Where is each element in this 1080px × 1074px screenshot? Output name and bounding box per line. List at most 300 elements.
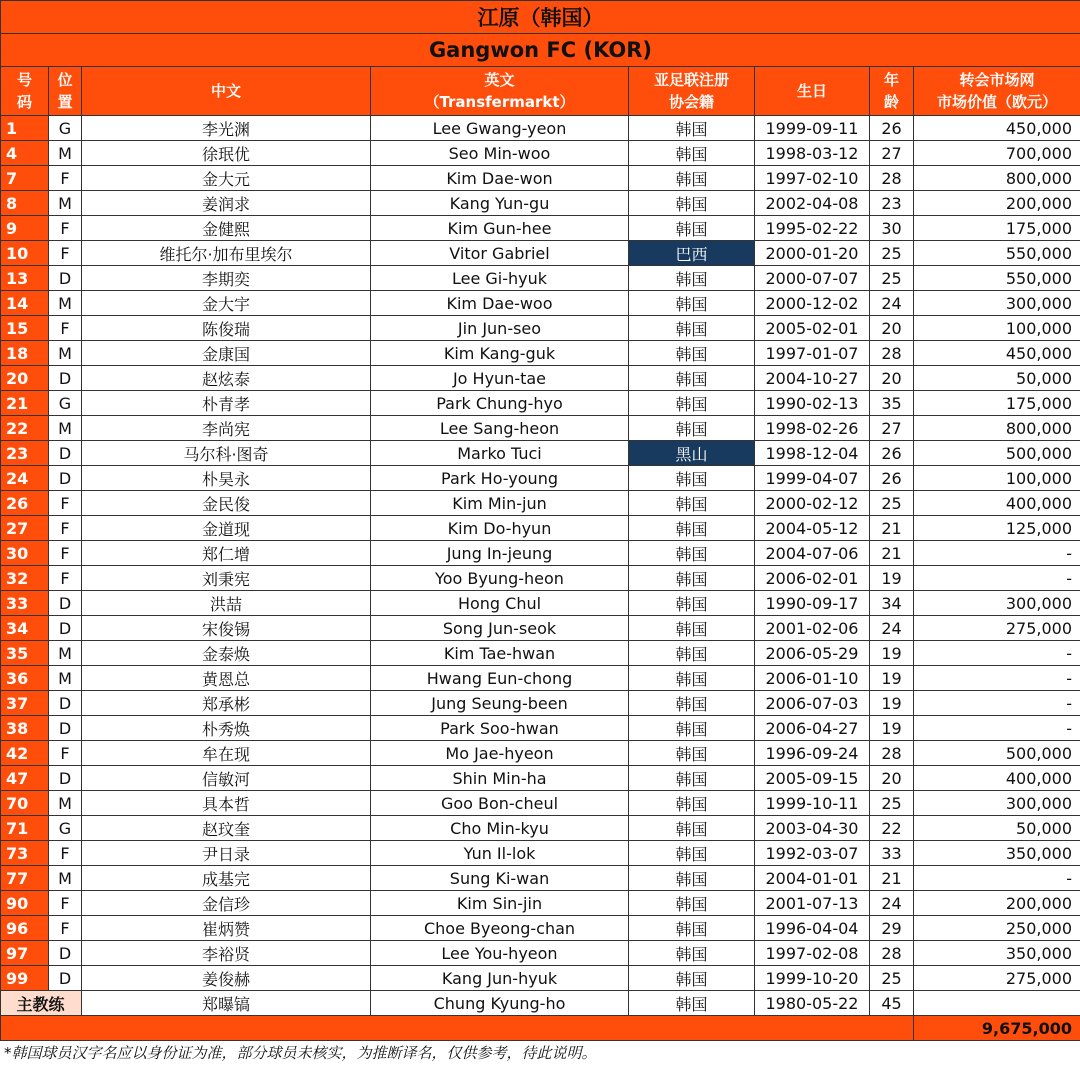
player-row <box>1 116 1080 141</box>
title-row-cn <box>1 1 1080 34</box>
player-nationality: 韩国 <box>629 191 755 216</box>
player-row <box>1 716 1080 741</box>
player-chinese-name: 维托尔·加布里埃尔 <box>82 241 371 266</box>
player-chinese-name: 朴昊永 <box>82 466 371 491</box>
player-english-name: Song Jun-seok <box>371 616 629 641</box>
coach-nationality: 韩国 <box>629 991 755 1016</box>
player-chinese-name: 金大宇 <box>82 291 371 316</box>
player-position: M <box>49 866 82 891</box>
player-number: 90 <box>1 891 49 916</box>
player-age: 19 <box>870 566 914 591</box>
player-english-name: Kang Jun-hyuk <box>371 966 629 991</box>
player-market-value: 100,000 <box>914 466 1080 491</box>
player-market-value: 300,000 <box>914 291 1080 316</box>
player-nationality: 韩国 <box>629 691 755 716</box>
coach-age: 45 <box>870 991 914 1016</box>
player-row <box>1 916 1080 941</box>
player-english-name: Kim Gun-hee <box>371 216 629 241</box>
player-chinese-name: 宋俊锡 <box>82 616 371 641</box>
player-english-name: Kang Yun-gu <box>371 191 629 216</box>
player-nationality: 巴西 <box>629 241 755 266</box>
header-chinese-name: 中文 <box>82 67 371 116</box>
player-number: 77 <box>1 866 49 891</box>
player-position: D <box>49 466 82 491</box>
player-position: D <box>49 691 82 716</box>
player-birthdate: 1999-09-11 <box>755 116 870 141</box>
player-age: 30 <box>870 216 914 241</box>
player-age: 26 <box>870 466 914 491</box>
player-english-name: Park Soo-hwan <box>371 716 629 741</box>
player-nationality: 韩国 <box>629 391 755 416</box>
player-nationality: 韩国 <box>629 566 755 591</box>
player-english-name: Kim Kang-guk <box>371 341 629 366</box>
player-birthdate: 2006-02-01 <box>755 566 870 591</box>
player-market-value: 250,000 <box>914 916 1080 941</box>
player-english-name: Goo Bon-cheul <box>371 791 629 816</box>
player-english-name: Park Ho-young <box>371 466 629 491</box>
player-english-name: Sung Ki-wan <box>371 866 629 891</box>
player-english-name: Yun Il-lok <box>371 841 629 866</box>
player-row <box>1 741 1080 766</box>
player-position: D <box>49 941 82 966</box>
player-birthdate: 1990-09-17 <box>755 591 870 616</box>
title-cn: 江原（韩国） <box>1 1 1080 34</box>
player-position: G <box>49 391 82 416</box>
player-nationality: 韩国 <box>629 941 755 966</box>
player-position: M <box>49 666 82 691</box>
player-row <box>1 316 1080 341</box>
player-number: 32 <box>1 566 49 591</box>
player-chinese-name: 金康国 <box>82 341 371 366</box>
player-nationality: 韩国 <box>629 341 755 366</box>
player-position: F <box>49 841 82 866</box>
player-position: D <box>49 266 82 291</box>
player-nationality: 韩国 <box>629 116 755 141</box>
player-nationality: 韩国 <box>629 741 755 766</box>
player-market-value: 350,000 <box>914 941 1080 966</box>
player-chinese-name: 郑承彬 <box>82 691 371 716</box>
player-chinese-name: 姜俊赫 <box>82 966 371 991</box>
player-chinese-name: 金道现 <box>82 516 371 541</box>
player-number: 38 <box>1 716 49 741</box>
player-nationality: 韩国 <box>629 816 755 841</box>
player-number: 47 <box>1 766 49 791</box>
player-position: M <box>49 641 82 666</box>
player-chinese-name: 赵玟奎 <box>82 816 371 841</box>
player-english-name: Jo Hyun-tae <box>371 366 629 391</box>
player-row <box>1 541 1080 566</box>
header-birthdate: 生日 <box>755 67 870 116</box>
player-nationality: 韩国 <box>629 466 755 491</box>
player-english-name: Shin Min-ha <box>371 766 629 791</box>
player-number: 24 <box>1 466 49 491</box>
player-number: 42 <box>1 741 49 766</box>
player-age: 33 <box>870 841 914 866</box>
player-number: 15 <box>1 316 49 341</box>
player-position: D <box>49 966 82 991</box>
player-market-value: 800,000 <box>914 166 1080 191</box>
player-position: F <box>49 891 82 916</box>
player-nationality: 韩国 <box>629 166 755 191</box>
player-position: M <box>49 791 82 816</box>
player-nationality: 韩国 <box>629 416 755 441</box>
player-nationality: 韩国 <box>629 891 755 916</box>
title-row-en <box>1 34 1080 67</box>
player-number: 35 <box>1 641 49 666</box>
player-row <box>1 866 1080 891</box>
player-nationality: 韩国 <box>629 666 755 691</box>
player-market-value: 450,000 <box>914 341 1080 366</box>
player-row <box>1 216 1080 241</box>
player-position: G <box>49 816 82 841</box>
player-position: D <box>49 591 82 616</box>
player-birthdate: 1998-02-26 <box>755 416 870 441</box>
player-row <box>1 241 1080 266</box>
player-chinese-name: 具本哲 <box>82 791 371 816</box>
player-chinese-name: 姜润求 <box>82 191 371 216</box>
player-nationality: 韩国 <box>629 766 755 791</box>
player-position: D <box>49 441 82 466</box>
player-age: 28 <box>870 741 914 766</box>
player-position: F <box>49 741 82 766</box>
player-nationality: 韩国 <box>629 141 755 166</box>
player-nationality: 韩国 <box>629 541 755 566</box>
player-market-value: - <box>914 541 1080 566</box>
player-english-name: Kim Tae-hwan <box>371 641 629 666</box>
player-birthdate: 2001-07-13 <box>755 891 870 916</box>
player-birthdate: 2002-04-08 <box>755 191 870 216</box>
player-market-value: 275,000 <box>914 966 1080 991</box>
player-nationality: 韩国 <box>629 216 755 241</box>
player-nationality: 韩国 <box>629 616 755 641</box>
player-birthdate: 2005-02-01 <box>755 316 870 341</box>
player-english-name: Lee Gwang-yeon <box>371 116 629 141</box>
player-birthdate: 2004-10-27 <box>755 366 870 391</box>
player-age: 24 <box>870 891 914 916</box>
player-chinese-name: 陈俊瑞 <box>82 316 371 341</box>
player-market-value: 400,000 <box>914 766 1080 791</box>
player-market-value: 350,000 <box>914 841 1080 866</box>
player-birthdate: 1998-03-12 <box>755 141 870 166</box>
player-nationality: 韩国 <box>629 866 755 891</box>
player-age: 24 <box>870 291 914 316</box>
player-row <box>1 516 1080 541</box>
player-nationality: 韩国 <box>629 316 755 341</box>
player-english-name: Jung Seung-been <box>371 691 629 716</box>
player-number: 70 <box>1 791 49 816</box>
player-birthdate: 2005-09-15 <box>755 766 870 791</box>
player-market-value: - <box>914 641 1080 666</box>
player-number: 73 <box>1 841 49 866</box>
player-row <box>1 566 1080 591</box>
header-number: 号 码 <box>1 67 49 116</box>
player-position: D <box>49 716 82 741</box>
player-age: 28 <box>870 941 914 966</box>
player-row <box>1 691 1080 716</box>
player-age: 23 <box>870 191 914 216</box>
player-nationality: 韩国 <box>629 516 755 541</box>
player-row <box>1 891 1080 916</box>
player-number: 71 <box>1 816 49 841</box>
player-chinese-name: 崔炳赞 <box>82 916 371 941</box>
footnote: *韩国球员汉字名应以身份证为准，部分球员未核实，为推断译名，仅供参考，待此说明。 <box>4 1044 597 1062</box>
player-market-value: 300,000 <box>914 591 1080 616</box>
player-number: 99 <box>1 966 49 991</box>
player-english-name: Kim Min-jun <box>371 491 629 516</box>
coach-label: 主教练 <box>1 991 82 1016</box>
player-age: 28 <box>870 166 914 191</box>
player-market-value: 200,000 <box>914 891 1080 916</box>
player-age: 19 <box>870 691 914 716</box>
player-row <box>1 466 1080 491</box>
player-number: 23 <box>1 441 49 466</box>
player-row <box>1 416 1080 441</box>
player-chinese-name: 金泰焕 <box>82 641 371 666</box>
player-number: 10 <box>1 241 49 266</box>
player-age: 34 <box>870 591 914 616</box>
player-number: 9 <box>1 216 49 241</box>
player-birthdate: 2001-02-06 <box>755 616 870 641</box>
player-position: F <box>49 516 82 541</box>
player-english-name: Lee Sang-heon <box>371 416 629 441</box>
player-nationality: 韩国 <box>629 641 755 666</box>
title-en: Gangwon FC (KOR) <box>1 34 1080 67</box>
player-chinese-name: 徐珉优 <box>82 141 371 166</box>
player-market-value: - <box>914 691 1080 716</box>
player-age: 22 <box>870 816 914 841</box>
player-market-value: - <box>914 666 1080 691</box>
player-english-name: Hong Chul <box>371 591 629 616</box>
player-chinese-name: 李期奕 <box>82 266 371 291</box>
player-age: 24 <box>870 616 914 641</box>
header-afc-association: 亚足联注册 协会籍 <box>629 67 755 116</box>
header-age: 年 龄 <box>870 67 914 116</box>
player-market-value: - <box>914 866 1080 891</box>
player-chinese-name: 马尔科·图奇 <box>82 441 371 466</box>
player-english-name: Kim Dae-woo <box>371 291 629 316</box>
player-chinese-name: 郑仁增 <box>82 541 371 566</box>
player-english-name: Jung In-jeung <box>371 541 629 566</box>
player-number: 13 <box>1 266 49 291</box>
header-english-name: 英文 （Transfermarkt） <box>371 67 629 116</box>
player-row <box>1 816 1080 841</box>
player-english-name: Lee You-hyeon <box>371 941 629 966</box>
player-age: 21 <box>870 866 914 891</box>
player-age: 29 <box>870 916 914 941</box>
player-number: 18 <box>1 341 49 366</box>
player-birthdate: 2004-05-12 <box>755 516 870 541</box>
total-market-value: 9,675,000 <box>914 1016 1080 1041</box>
player-number: 22 <box>1 416 49 441</box>
player-nationality: 韩国 <box>629 841 755 866</box>
player-nationality: 韩国 <box>629 791 755 816</box>
player-market-value: 550,000 <box>914 241 1080 266</box>
player-number: 14 <box>1 291 49 316</box>
player-nationality: 韩国 <box>629 716 755 741</box>
player-position: F <box>49 541 82 566</box>
player-english-name: Kim Dae-won <box>371 166 629 191</box>
player-english-name: Mo Jae-hyeon <box>371 741 629 766</box>
player-row <box>1 666 1080 691</box>
player-number: 26 <box>1 491 49 516</box>
player-birthdate: 1995-02-22 <box>755 216 870 241</box>
player-row <box>1 341 1080 366</box>
coach-chinese-name: 郑曝镐 <box>82 991 371 1016</box>
player-english-name: Jin Jun-seo <box>371 316 629 341</box>
player-age: 28 <box>870 341 914 366</box>
player-number: 36 <box>1 666 49 691</box>
player-position: F <box>49 216 82 241</box>
player-row <box>1 391 1080 416</box>
player-english-name: Yoo Byung-heon <box>371 566 629 591</box>
player-age: 20 <box>870 766 914 791</box>
player-english-name: Hwang Eun-chong <box>371 666 629 691</box>
player-position: D <box>49 616 82 641</box>
player-position: M <box>49 141 82 166</box>
header-row <box>1 67 1080 116</box>
total-spacer <box>1 1016 914 1041</box>
header-market-value: 转会市场网 市场价值（欧元） <box>914 67 1080 116</box>
player-nationality: 韩国 <box>629 366 755 391</box>
player-age: 25 <box>870 966 914 991</box>
player-row <box>1 616 1080 641</box>
player-chinese-name: 成基完 <box>82 866 371 891</box>
player-market-value: 300,000 <box>914 791 1080 816</box>
player-english-name: Cho Min-kyu <box>371 816 629 841</box>
player-row <box>1 291 1080 316</box>
player-market-value: 550,000 <box>914 266 1080 291</box>
player-market-value: - <box>914 566 1080 591</box>
player-birthdate: 2006-07-03 <box>755 691 870 716</box>
coach-birthdate: 1980-05-22 <box>755 991 870 1016</box>
player-number: 33 <box>1 591 49 616</box>
player-birthdate: 1990-02-13 <box>755 391 870 416</box>
player-position: F <box>49 241 82 266</box>
player-birthdate: 2004-01-01 <box>755 866 870 891</box>
player-number: 96 <box>1 916 49 941</box>
player-position: F <box>49 166 82 191</box>
player-birthdate: 2004-07-06 <box>755 541 870 566</box>
player-position: F <box>49 491 82 516</box>
player-birthdate: 1997-02-10 <box>755 166 870 191</box>
player-number: 7 <box>1 166 49 191</box>
player-row <box>1 166 1080 191</box>
player-position: G <box>49 116 82 141</box>
player-row <box>1 441 1080 466</box>
player-position: M <box>49 341 82 366</box>
player-row <box>1 841 1080 866</box>
coach-row <box>1 991 1080 1016</box>
player-nationality: 韩国 <box>629 591 755 616</box>
player-nationality: 韩国 <box>629 916 755 941</box>
player-market-value: 700,000 <box>914 141 1080 166</box>
player-position: F <box>49 916 82 941</box>
player-row <box>1 191 1080 216</box>
player-birthdate: 2006-04-27 <box>755 716 870 741</box>
player-row <box>1 766 1080 791</box>
player-row <box>1 591 1080 616</box>
player-chinese-name: 金信珍 <box>82 891 371 916</box>
player-row <box>1 941 1080 966</box>
player-age: 25 <box>870 241 914 266</box>
player-chinese-name: 李尚宪 <box>82 416 371 441</box>
player-market-value: - <box>914 716 1080 741</box>
player-english-name: Seo Min-woo <box>371 141 629 166</box>
player-age: 25 <box>870 791 914 816</box>
player-birthdate: 1997-02-08 <box>755 941 870 966</box>
player-english-name: Marko Tuci <box>371 441 629 466</box>
player-birthdate: 2000-01-20 <box>755 241 870 266</box>
player-number: 20 <box>1 366 49 391</box>
player-birthdate: 1996-04-04 <box>755 916 870 941</box>
player-age: 35 <box>870 391 914 416</box>
header-position: 位 置 <box>49 67 82 116</box>
player-age: 20 <box>870 366 914 391</box>
player-position: F <box>49 566 82 591</box>
player-chinese-name: 朴秀焕 <box>82 716 371 741</box>
player-number: 34 <box>1 616 49 641</box>
player-birthdate: 2003-04-30 <box>755 816 870 841</box>
player-birthdate: 1996-09-24 <box>755 741 870 766</box>
player-row <box>1 141 1080 166</box>
player-position: M <box>49 191 82 216</box>
player-market-value: 200,000 <box>914 191 1080 216</box>
player-birthdate: 1999-04-07 <box>755 466 870 491</box>
player-english-name: Vitor Gabriel <box>371 241 629 266</box>
total-row <box>1 1016 1080 1041</box>
player-age: 19 <box>870 641 914 666</box>
player-english-name: Kim Sin-jin <box>371 891 629 916</box>
player-market-value: 400,000 <box>914 491 1080 516</box>
player-chinese-name: 洪喆 <box>82 591 371 616</box>
player-nationality: 韩国 <box>629 291 755 316</box>
player-age: 27 <box>870 141 914 166</box>
player-birthdate: 2000-02-12 <box>755 491 870 516</box>
player-english-name: Park Chung-hyo <box>371 391 629 416</box>
player-number: 30 <box>1 541 49 566</box>
player-position: M <box>49 291 82 316</box>
player-english-name: Kim Do-hyun <box>371 516 629 541</box>
player-chinese-name: 金健熙 <box>82 216 371 241</box>
player-market-value: 175,000 <box>914 216 1080 241</box>
player-row <box>1 266 1080 291</box>
player-nationality: 黑山 <box>629 441 755 466</box>
player-chinese-name: 赵炫泰 <box>82 366 371 391</box>
player-birthdate: 1999-10-11 <box>755 791 870 816</box>
player-position: D <box>49 766 82 791</box>
player-chinese-name: 尹日录 <box>82 841 371 866</box>
player-number: 4 <box>1 141 49 166</box>
player-birthdate: 2006-01-10 <box>755 666 870 691</box>
player-chinese-name: 刘秉宪 <box>82 566 371 591</box>
player-nationality: 韩国 <box>629 966 755 991</box>
coach-english-name: Chung Kyung-ho <box>371 991 629 1016</box>
player-age: 26 <box>870 116 914 141</box>
player-age: 20 <box>870 316 914 341</box>
player-chinese-name: 信敏河 <box>82 766 371 791</box>
player-number: 1 <box>1 116 49 141</box>
player-birthdate: 2006-05-29 <box>755 641 870 666</box>
player-market-value: 500,000 <box>914 741 1080 766</box>
player-birthdate: 2000-07-07 <box>755 266 870 291</box>
player-chinese-name: 金大元 <box>82 166 371 191</box>
player-age: 25 <box>870 266 914 291</box>
player-chinese-name: 牟在现 <box>82 741 371 766</box>
player-row <box>1 966 1080 991</box>
player-market-value: 175,000 <box>914 391 1080 416</box>
player-chinese-name: 金民俊 <box>82 491 371 516</box>
player-chinese-name: 李光渊 <box>82 116 371 141</box>
